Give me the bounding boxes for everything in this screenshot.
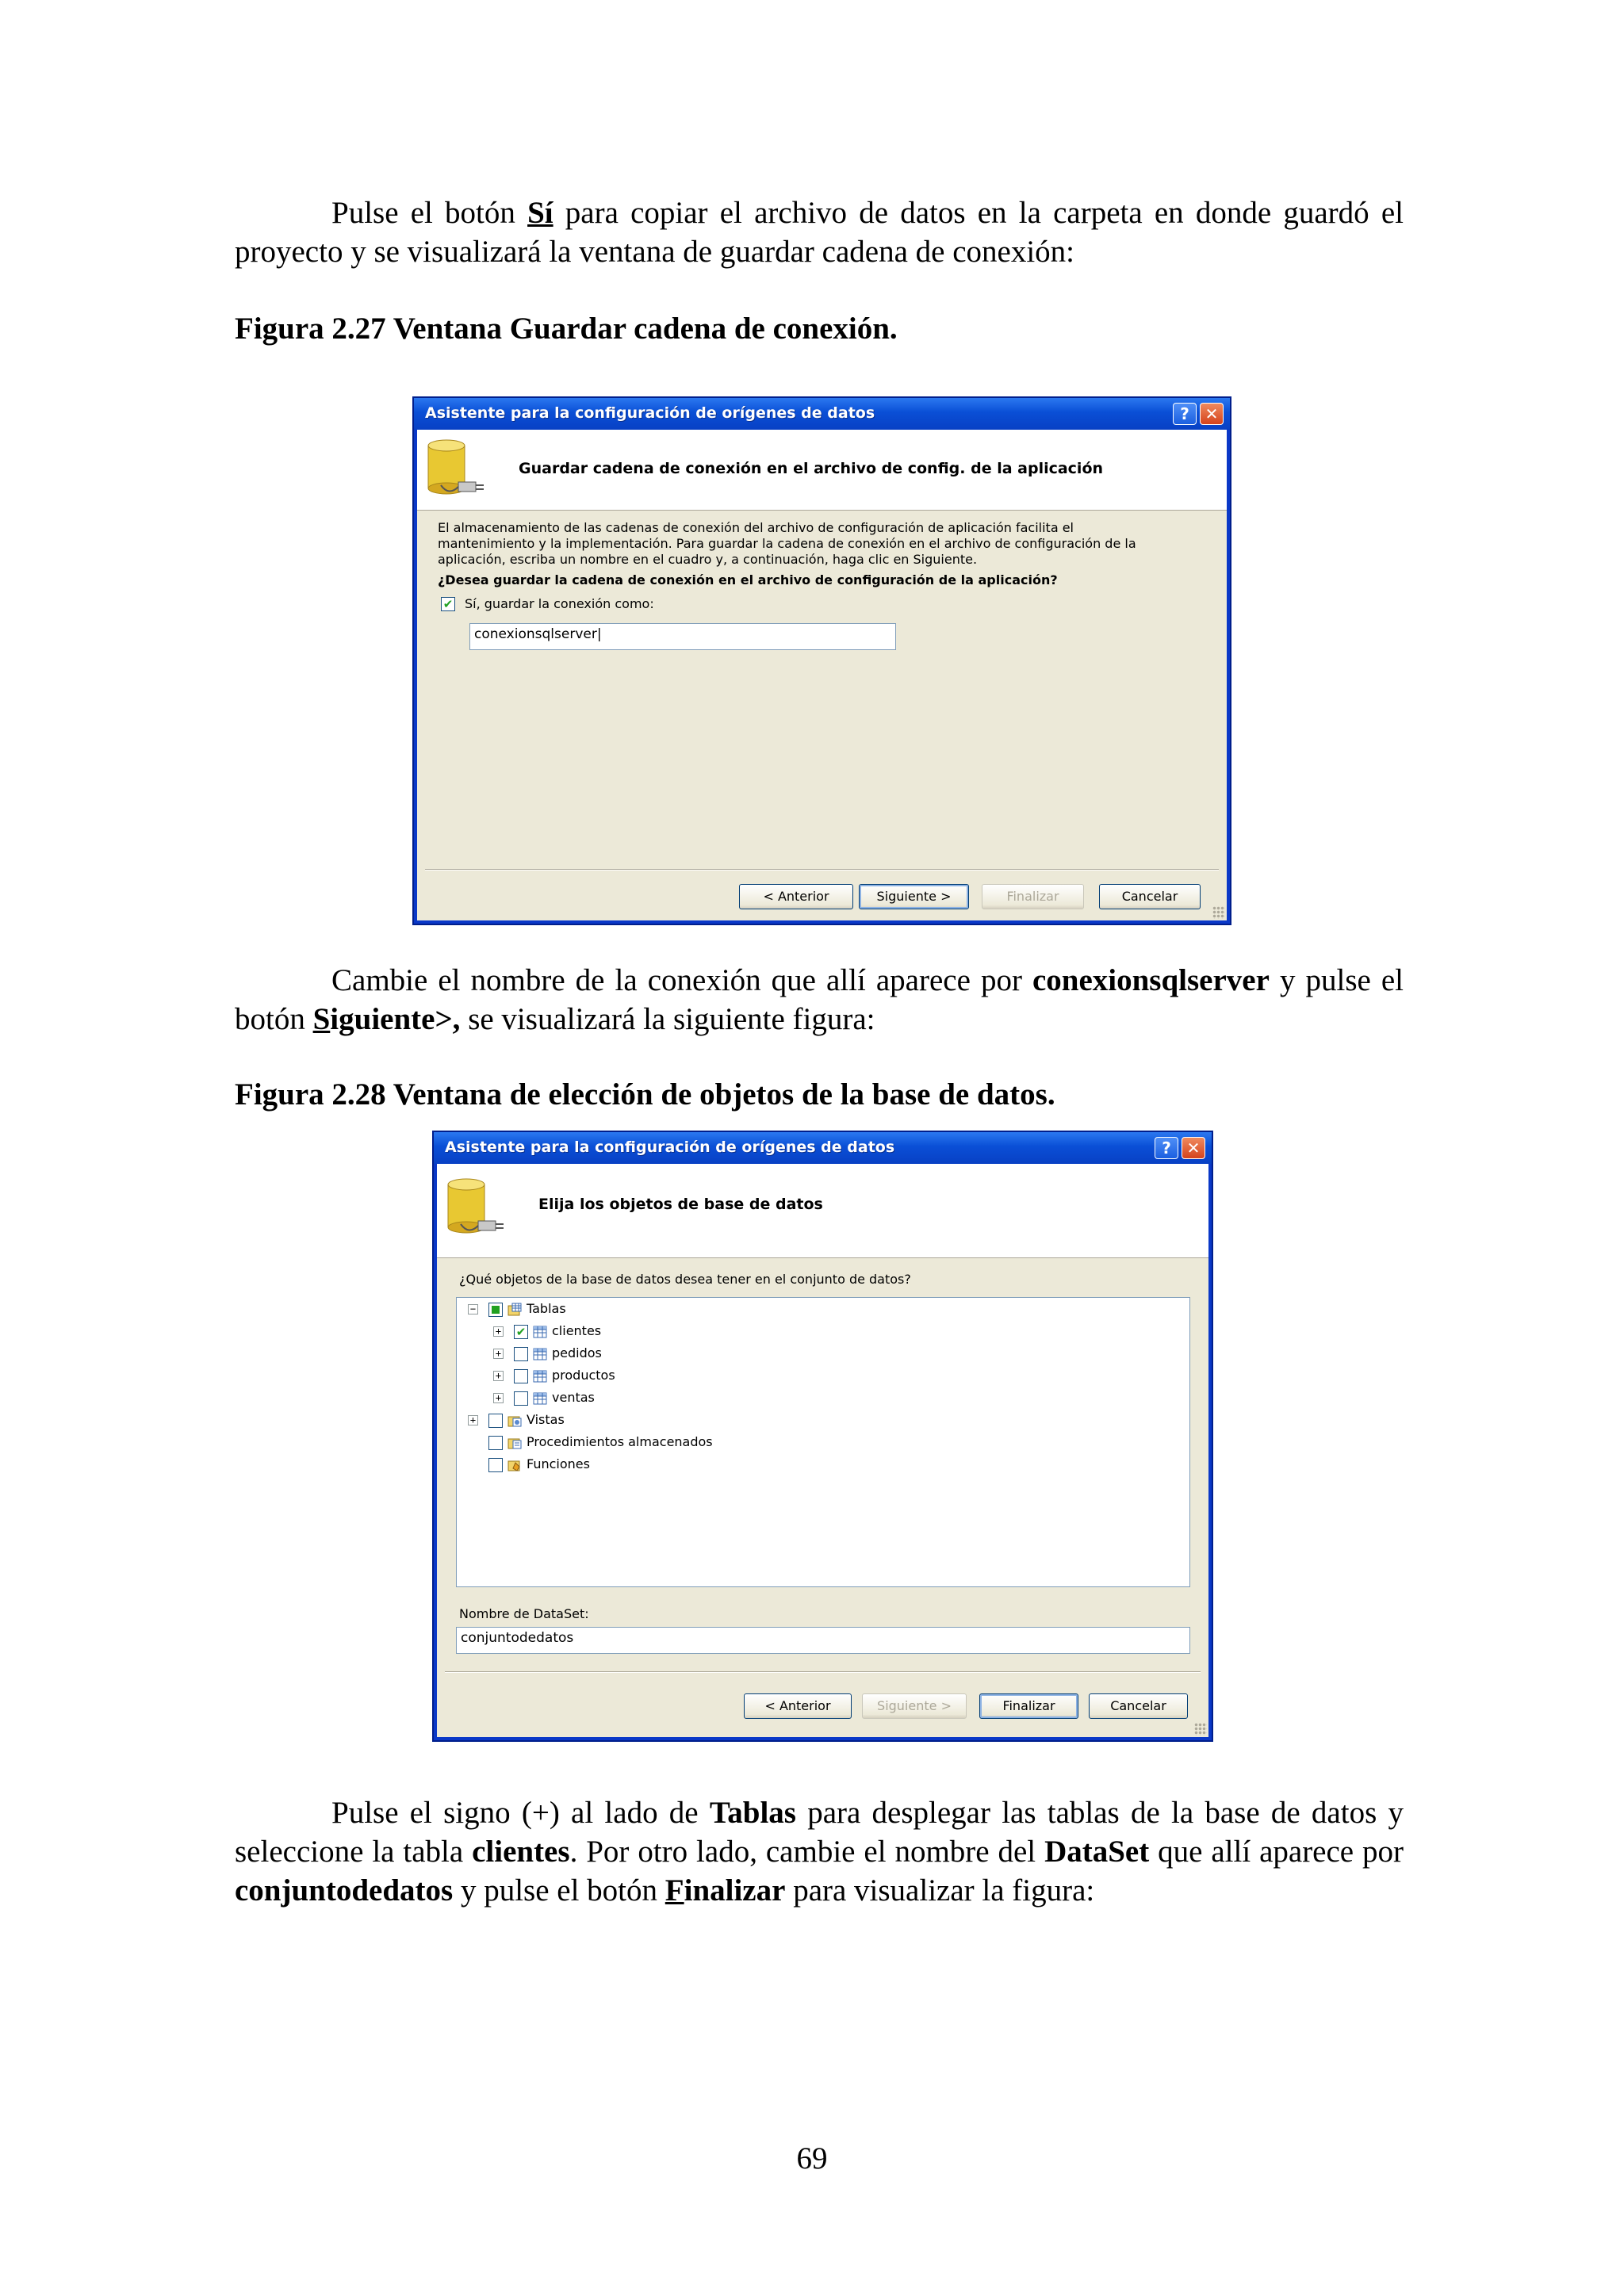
description-line: aplicación, escriba un nombre en el cuadro y, a continuación, haga clic en Siguiente. — [438, 552, 978, 567]
ventas-checkbox[interactable] — [514, 1391, 528, 1406]
dialog-title: Asistente para la configuración de orígenes de datos — [445, 1138, 895, 1156]
dialog-titlebar — [414, 398, 1230, 430]
paragraph-text: . Por otro lado, cambie el nombre del — [569, 1835, 1045, 1869]
clientes-checkbox[interactable]: ✔ — [514, 1325, 528, 1339]
save-connection-checkbox[interactable]: ✔ — [441, 597, 455, 611]
paragraph-text: Pulse el botón — [331, 196, 528, 230]
bold-text: iguiente>, — [330, 1002, 461, 1036]
resize-grip[interactable] — [1212, 906, 1225, 919]
paragraph-text: para visualizar la figura: — [785, 1873, 1095, 1908]
expand-icon[interactable]: + — [493, 1371, 504, 1381]
dataset-name-label: Nombre de DataSet: — [459, 1606, 589, 1621]
wizard-header-title: Elija los objetos de base de datos — [538, 1196, 823, 1213]
database-icon — [425, 438, 488, 501]
dialog-client-area — [437, 1164, 1208, 1737]
tablas-checkbox[interactable] — [488, 1303, 503, 1317]
cancel-button[interactable]: Cancelar — [1089, 1693, 1188, 1719]
bold-text: Sí — [527, 196, 553, 230]
procedimientos-checkbox[interactable] — [488, 1436, 503, 1450]
table-icon — [533, 1347, 547, 1361]
collapse-icon[interactable]: − — [468, 1304, 478, 1314]
expand-icon[interactable]: + — [493, 1326, 504, 1337]
vistas-checkbox[interactable] — [488, 1414, 503, 1428]
figure-caption-2-28: Figura 2.28 Ventana de elección de objetos de la base de datos. — [235, 1077, 1055, 1112]
table-icon — [533, 1369, 547, 1383]
expand-icon[interactable]: + — [493, 1393, 504, 1403]
table-icon — [533, 1325, 547, 1339]
bold-text: F — [665, 1873, 684, 1908]
bold-text: Tablas — [709, 1796, 796, 1830]
close-button[interactable]: ✕ — [1182, 1137, 1205, 1159]
save-connection-dialog — [412, 396, 1231, 925]
connection-name-input[interactable]: conexionsqlserver| — [469, 623, 896, 650]
paragraph-text: para copiar el archivo de datos en la carpeta en donde guardó el proyecto y se visualizará la ventana de guardar cadena de conexión: — [235, 196, 1404, 269]
database-objects-tree[interactable] — [456, 1297, 1190, 1587]
functions-folder-icon — [508, 1458, 522, 1472]
paragraph-text: Cambie el nombre de la conexión que allí aparece por — [331, 963, 1032, 997]
paragraph-text: que allí aparece por — [1149, 1835, 1404, 1869]
dataset-name-input[interactable]: conjuntodedatos — [456, 1627, 1190, 1654]
tree-label: pedidos — [552, 1345, 602, 1360]
wizard-header — [437, 1164, 1208, 1258]
paragraph-text: para desplegar las tablas de la base de datos y seleccione la tabla — [235, 1796, 1404, 1869]
tree-node-clientes[interactable] — [457, 1322, 774, 1342]
next-button[interactable]: Siguiente > — [859, 884, 969, 909]
help-button[interactable]: ? — [1173, 403, 1197, 425]
bold-text: S — [312, 1002, 331, 1036]
page-number: 69 — [796, 2141, 828, 2175]
paragraph-text: se visualizará la siguiente figura: — [460, 1002, 875, 1036]
tree-node-tablas[interactable] — [457, 1299, 774, 1320]
cancel-button[interactable]: Cancelar — [1099, 884, 1201, 909]
divider — [445, 1671, 1201, 1673]
paragraph-2 — [235, 961, 1404, 1039]
paragraph-3 — [235, 1793, 1404, 1910]
bold-text: conjuntodedatos — [235, 1873, 454, 1908]
previous-button[interactable]: < Anterior — [744, 1693, 852, 1719]
tree-label: Vistas — [527, 1412, 565, 1427]
tree-node-procedimientos[interactable] — [457, 1433, 774, 1453]
tree-label: ventas — [552, 1390, 595, 1405]
save-connection-label: Sí, guardar la conexión como: — [465, 596, 654, 611]
finish-button[interactable]: Finalizar — [979, 1693, 1078, 1719]
tree-label: productos — [552, 1368, 615, 1383]
paragraph-1 — [235, 193, 1404, 271]
finish-button[interactable]: Finalizar — [982, 884, 1084, 909]
funciones-checkbox[interactable] — [488, 1458, 503, 1472]
resize-grip[interactable] — [1194, 1723, 1207, 1735]
help-button[interactable]: ? — [1155, 1137, 1178, 1159]
divider — [425, 869, 1219, 871]
dialog-titlebar — [434, 1132, 1212, 1164]
next-button[interactable]: Siguiente > — [862, 1693, 967, 1719]
paragraph-text: y pulse el botón — [235, 963, 1404, 1036]
database-icon — [445, 1177, 508, 1240]
bold-text: DataSet — [1044, 1835, 1150, 1869]
dialog-title: Asistente para la configuración de orígenes de datos — [425, 404, 875, 422]
tree-label: clientes — [552, 1323, 602, 1338]
previous-button[interactable]: < Anterior — [739, 884, 853, 909]
bold-text: conexionsqlserver — [1032, 963, 1270, 997]
table-icon — [533, 1391, 547, 1406]
objects-question: ¿Qué objetos de la base de datos desea tener en el conjunto de datos? — [459, 1272, 911, 1287]
description-line: mantenimiento y la implementación. Para guardar la cadena de conexión en el archivo de configuración de la — [438, 536, 1136, 551]
tree-label: Funciones — [527, 1456, 590, 1471]
tree-node-ventas[interactable] — [457, 1388, 774, 1409]
tables-folder-icon — [508, 1303, 522, 1317]
tree-label: Tablas — [527, 1301, 566, 1316]
bold-text: inalizar — [684, 1873, 786, 1908]
paragraph-text: Pulse el signo (+) al lado de — [331, 1796, 710, 1830]
save-question: ¿Desea guardar la cadena de conexión en el archivo de configuración de la aplicación? — [438, 572, 1058, 587]
tree-node-productos[interactable] — [457, 1366, 774, 1387]
tree-node-vistas[interactable] — [457, 1410, 774, 1431]
tree-label: Procedimientos almacenados — [527, 1434, 713, 1449]
paragraph-text: y pulse el botón — [453, 1873, 665, 1908]
close-button[interactable]: ✕ — [1200, 403, 1224, 425]
bold-text: clientes — [472, 1835, 570, 1869]
tree-node-pedidos[interactable] — [457, 1344, 774, 1364]
dialog-client-area — [417, 430, 1227, 920]
description-line: El almacenamiento de las cadenas de conexión del archivo de configuración de aplicación facilita el — [438, 520, 1074, 535]
expand-icon[interactable]: + — [493, 1349, 504, 1359]
wizard-header — [417, 430, 1227, 511]
tree-node-funciones[interactable] — [457, 1455, 774, 1475]
pedidos-checkbox[interactable] — [514, 1347, 528, 1361]
expand-icon[interactable]: + — [468, 1415, 478, 1425]
figure-caption-2-27: Figura 2.27 Ventana Guardar cadena de conexión. — [235, 312, 898, 346]
stored-procedures-folder-icon — [508, 1436, 522, 1450]
productos-checkbox[interactable] — [514, 1369, 528, 1383]
choose-objects-dialog — [432, 1131, 1213, 1742]
views-folder-icon — [508, 1414, 522, 1428]
wizard-header-title: Guardar cadena de conexión en el archivo de config. de la aplicación — [519, 460, 1104, 477]
